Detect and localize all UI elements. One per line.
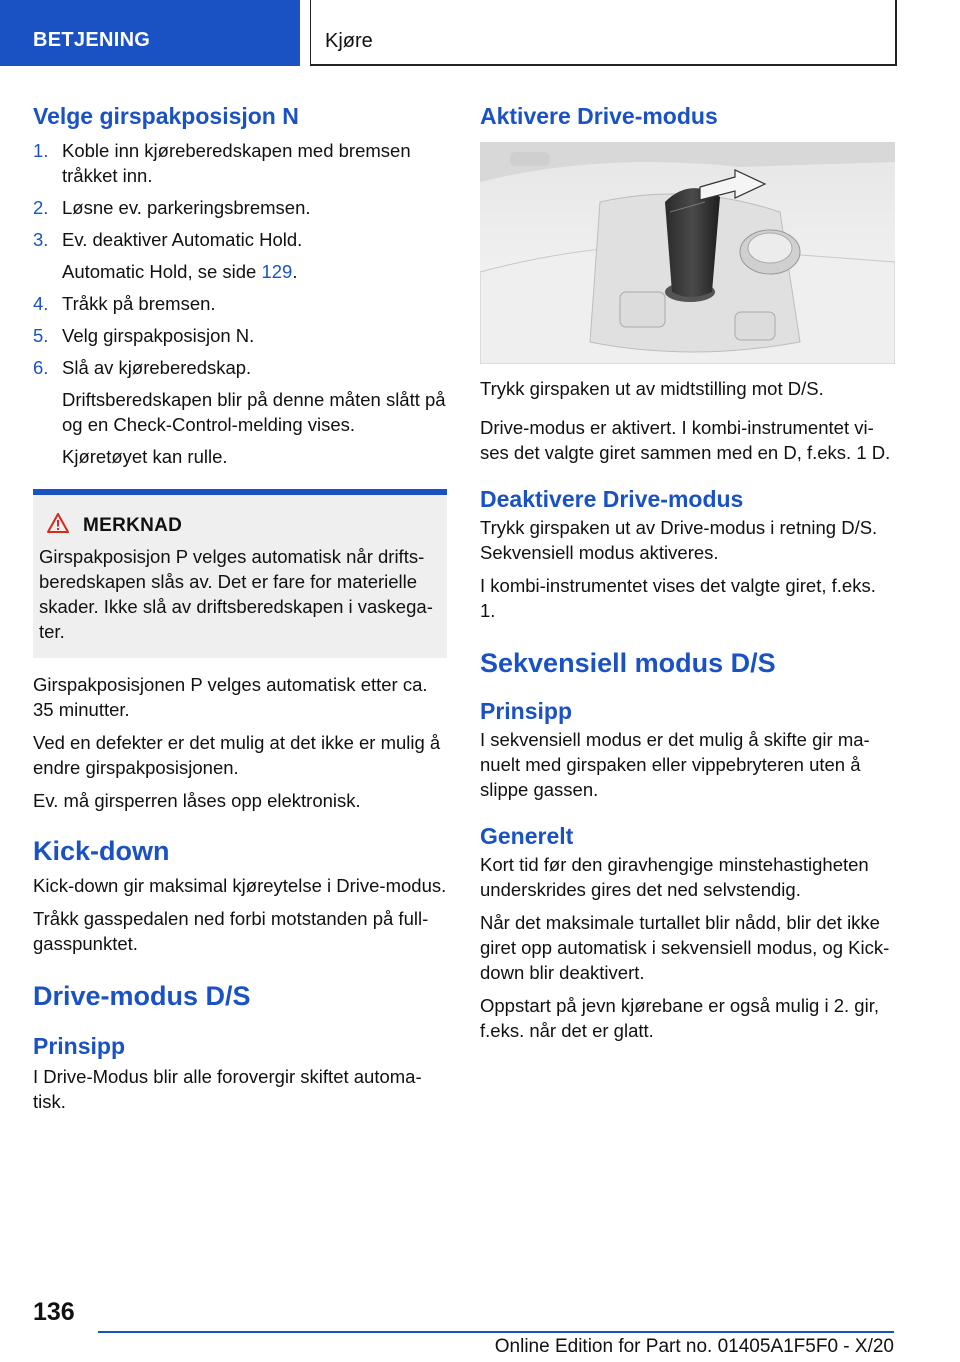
paragraph: I Drive-Modus blir alle forovergir skiftet automatisk.	[33, 1066, 422, 1112]
page-link-129[interactable]: 129	[261, 261, 293, 282]
paragraph: Når det maksimale turtallet blir nådd, blir det ikke giret opp automatisk i sekvensiell modus, og Kick-down blir deaktivert.	[480, 912, 890, 983]
right-column	[480, 100, 895, 1051]
step-text: Koble inn kjøreberedskapen med bremsen tråkket inn.	[62, 140, 411, 186]
section-title-kick-down: Kick-down	[33, 836, 170, 866]
warning-icon	[47, 513, 69, 538]
notice-header	[39, 513, 441, 538]
header-chapter-box	[310, 0, 897, 66]
step-item	[33, 355, 447, 469]
paragraph: Kort tid før den giravhengige minstehastigheten underskrides gires det ned selvstendig.	[480, 854, 869, 900]
section-title-deactivate-drive: Deaktivere Drive-modus	[480, 486, 744, 512]
step-number: 1.	[33, 140, 49, 161]
step-text: Velg girspakposisjon N.	[62, 325, 255, 346]
paragraph: I kombi-instrumentet vises det valgte giret, f.eks. 1.	[480, 575, 876, 621]
gear-selector-illustration	[480, 142, 895, 364]
notice-title: MERKNAD	[83, 514, 183, 536]
subsection-title-prinsipp: Prinsipp	[33, 1033, 126, 1059]
header-section-label: BETJENING	[33, 29, 151, 51]
paragraph: Kick-down gir maksimal kjøreytelse i Drive-modus.	[33, 875, 447, 896]
footer-edition-text: Online Edition for Part no. 01405A1F5F0 - X/20	[494, 1336, 894, 1357]
step-item	[33, 195, 447, 220]
section-title-sequential-mode: Sekvensiell modus D/S	[480, 648, 776, 678]
section-title-activate-drive: Aktivere Drive-modus	[480, 103, 718, 129]
step-number: 2.	[33, 197, 49, 218]
paragraph: Girspakposisjonen P velges automatisk etter ca. 35 minutter.	[33, 674, 428, 720]
step-text: Tråkk på bremsen.	[62, 293, 216, 314]
step-text: Ev. deaktiver Automatic Hold.	[62, 229, 303, 250]
steps-list	[33, 138, 447, 469]
paragraph: Ved en defekter er det mulig at det ikke er mulig å endre girspakposisjonen.	[33, 732, 441, 778]
reference-text: Automatic Hold, se side	[62, 261, 262, 282]
subsection-title-prinsipp: Prinsipp	[480, 698, 573, 724]
paragraph: Drive-modus er aktivert. I kombi-instrumentet vises det valgte giret sammen med en D, f.eks. 1 D.	[480, 417, 891, 463]
left-column	[33, 100, 447, 1122]
step-item	[33, 227, 447, 284]
step-number: 4.	[33, 293, 49, 314]
page-number: 136	[33, 1298, 75, 1326]
step-item	[33, 323, 447, 348]
footer-divider	[98, 1331, 894, 1333]
notice-text: Girspakposisjon P velges automatisk når driftsberedskapen slås av. Det er fare for materielle skader. Ikke slå av driftsberedskapen i vaskegater.	[39, 546, 433, 642]
header-chapter-label: Kjøre	[325, 30, 373, 52]
notice-box	[33, 489, 447, 658]
section-title-select-n: Velge girspakposisjon N	[33, 103, 299, 129]
step-item	[33, 291, 447, 316]
paragraph: Oppstart på jevn kjørebane er også mulig i 2. gir, f.eks. når det er glatt.	[480, 995, 879, 1041]
reference-suffix: .	[292, 261, 298, 282]
step-number: 6.	[33, 357, 49, 378]
step-text: Løsne ev. parkeringsbremsen.	[62, 197, 311, 218]
paragraph: Ev. må girsperren låses opp elektronisk.	[33, 790, 361, 811]
section-title-drive-mode: Drive-modus D/S	[33, 981, 251, 1011]
paragraph: Trykk girspaken ut av Drive-modus i retning D/S. Sekvensiell modus aktiveres.	[480, 517, 878, 563]
subsection-title-generelt: Generelt	[480, 823, 574, 849]
step-item	[33, 138, 447, 188]
step-number: 5.	[33, 325, 49, 346]
paragraph: I sekvensiell modus er det mulig å skifte gir manuelt med girspaken eller vippebryteren uten å slippe gassen.	[480, 729, 870, 800]
step-note: Driftsberedskapen blir på denne måten slått på og en Check-Control-melding vises.	[62, 389, 446, 435]
step-number: 3.	[33, 229, 49, 250]
figure-caption: Trykk girspaken ut av midtstilling mot D/S.	[480, 378, 824, 399]
step-note: Kjøretøyet kan rulle.	[62, 446, 228, 467]
step-text: Slå av kjøreberedskap.	[62, 357, 252, 378]
paragraph: Tråkk gasspedalen ned forbi motstanden på fullgasspunktet.	[33, 908, 429, 954]
step-reference	[62, 259, 447, 284]
